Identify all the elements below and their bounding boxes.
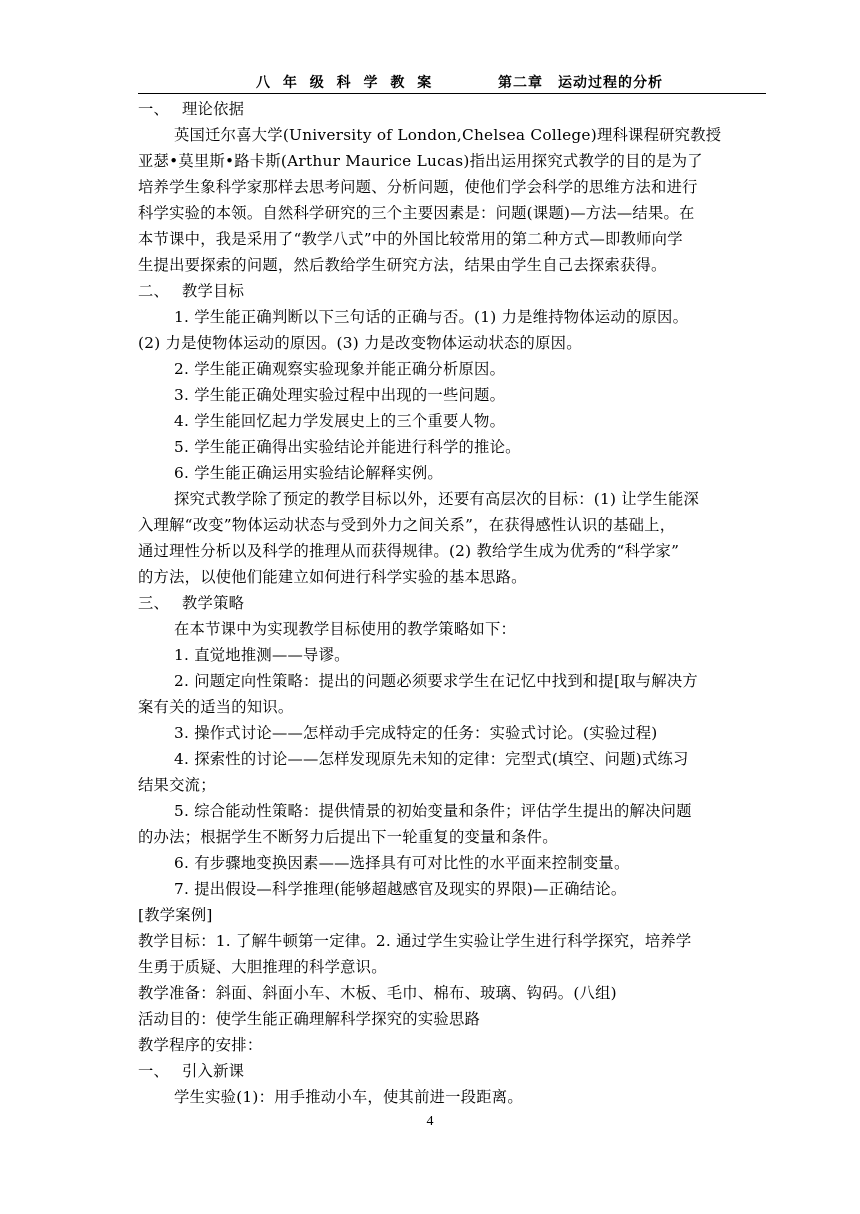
strategy-item: 7. 提出假设—科学推理(能够超越感官及现实的界限)—正确结论。 xyxy=(174,880,627,898)
section-heading-intro: 一、 引入新课 xyxy=(138,1062,245,1080)
strategy-item: 6. 有步骤地变换因素——选择具有可对比性的水平面来控制变量。 xyxy=(174,854,630,872)
goal-item: 6. 学生能正确运用实验结论解释实例。 xyxy=(174,464,443,482)
paragraph-line: 通过理性分析以及科学的推理从而获得规律。(2) 教给学生成为优秀的“科学家” xyxy=(138,542,680,560)
paragraph-line: 生提出要探索的问题，然后教给学生研究方法，结果由学生自己去探索获得。 xyxy=(138,256,667,274)
case-line: 教学准备：斜面、斜面小车、木板、毛巾、棉布、玻璃、钩码。(八组) xyxy=(138,984,617,1002)
section-heading-theory: 一、 理论依据 xyxy=(138,100,245,118)
strategy-item-continued: 案有关的适当的知识。 xyxy=(138,698,294,716)
case-line: 活动目的：使学生能正确理解科学探究的实验思路 xyxy=(138,1010,481,1028)
case-heading: [教学案例] xyxy=(138,906,213,924)
header-chapter-title: 第二章 运动过程的分析 xyxy=(498,75,663,91)
paragraph-line: 培养学生象科学家那样去思考问题、分析问题，使他们学会科学的思维方法和进行 xyxy=(138,178,698,196)
goal-item: 1. 学生能正确判断以下三句话的正确与否。(1) 力是维持物体运动的原因。 xyxy=(174,308,689,326)
goal-item: 2. 学生能正确观察实验现象并能正确分析原因。 xyxy=(174,360,506,378)
section-heading-goals: 二、 教学目标 xyxy=(138,282,245,300)
paragraph-line: 本节课中，我是采用了“教学八式”中的外国比较常用的第二种方式—即教师向学 xyxy=(138,230,683,248)
strategy-item-continued: 结果交流； xyxy=(138,776,216,794)
strategy-item: 3. 操作式讨论——怎样动手完成特定的任务：实验式讨论。(实验过程) xyxy=(174,724,658,742)
paragraph-line: 探究式教学除了预定的教学目标以外，还要有高层次的目标：(1) 让学生能深 xyxy=(174,490,700,508)
page-number: 4 xyxy=(426,1114,434,1129)
goal-item-continued: (2) 力是使物体运动的原因。(3) 力是改变物体运动状态的原因。 xyxy=(138,334,582,352)
strategy-item: 4. 探索性的讨论——怎样发现原先未知的定律：完型式(填空、问题)式练习 xyxy=(174,750,689,768)
paragraph-line: 亚瑟•莫里斯•路卡斯(Arthur Maurice Lucas)指出运用探究式教学的目的是为了 xyxy=(138,152,703,170)
strategy-item-continued: 的办法；根据学生不断努力后提出下一轮重复的变量和条件。 xyxy=(138,828,558,846)
case-line: 教学目标：1. 了解牛顿第一定律。2. 通过学生实验让学生进行科学探究，培养学 xyxy=(138,932,692,950)
paragraph-line: 入理解“改变”物体运动状态与受到外力之间关系”，在获得感性认识的基础上， xyxy=(138,516,676,534)
paragraph-line: 的方法，以使他们能建立如何进行科学实验的基本思路。 xyxy=(138,568,527,586)
header-rule xyxy=(138,93,766,94)
case-line: 生勇于质疑、大胆推理的科学意识。 xyxy=(138,958,387,976)
paragraph-line: 英国迁尔喜大学(University of London,Chelsea College)理科课程研究教授 xyxy=(174,126,722,144)
case-line: 教学程序的安排： xyxy=(138,1036,263,1054)
paragraph-line: 在本节课中为实现教学目标使用的教学策略如下： xyxy=(174,620,517,638)
section-heading-strategy: 三、 教学策略 xyxy=(138,594,245,612)
goal-item: 3. 学生能正确处理实验过程中出现的一些问题。 xyxy=(174,386,506,404)
page-header xyxy=(138,70,766,90)
goal-item: 5. 学生能正确得出实验结论并能进行科学的推论。 xyxy=(174,438,521,456)
strategy-item: 2. 问题定向性策略：提出的问题必须要求学生在记忆中找到和提[取与解决方 xyxy=(174,672,698,690)
strategy-item: 5. 综合能动性策略：提供情景的初始变量和条件；评估学生提出的解决问题 xyxy=(174,802,692,820)
header-course-title: 八 年 级 科 学 教 案 xyxy=(256,75,436,91)
document-body xyxy=(138,96,768,1110)
goal-item: 4. 学生能回忆起力学发展史上的三个重要人物。 xyxy=(174,412,506,430)
paragraph-line: 学生实验(1)：用手推动小车，使其前进一段距离。 xyxy=(174,1088,523,1106)
paragraph-line: 科学实验的本领。自然科学研究的三个主要因素是：问题(课题)—方法—结果。在 xyxy=(138,204,695,222)
strategy-item: 1. 直觉地推测——导谬。 xyxy=(174,646,350,664)
